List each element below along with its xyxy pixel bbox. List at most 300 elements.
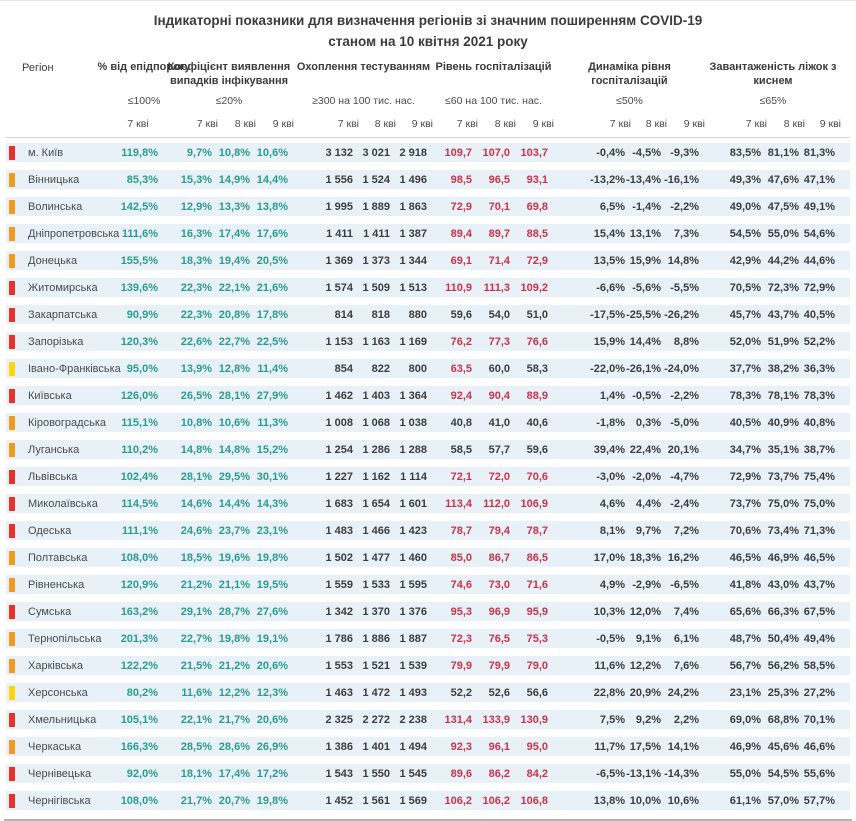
dynamics-value: 13,1% bbox=[629, 227, 661, 240]
testing-value: 1 524 bbox=[362, 173, 390, 186]
hospital-value: 90,4 bbox=[488, 389, 510, 402]
detection-value: 21,6% bbox=[256, 281, 288, 294]
date-header: 9 кві bbox=[272, 117, 294, 130]
hospital-value: 79,0 bbox=[526, 659, 548, 672]
group-name-dynamics: Динаміка рівня госпіталізацій bbox=[588, 61, 671, 87]
epid-value: 142,5% bbox=[120, 200, 158, 213]
beds-value: 52,0% bbox=[729, 335, 761, 348]
detection-value: 29,5% bbox=[218, 470, 250, 483]
dynamics-value: 14,1% bbox=[667, 740, 699, 753]
beds-value: 55,0% bbox=[729, 767, 761, 780]
beds-value: 37,7% bbox=[729, 362, 761, 375]
table-row bbox=[6, 683, 850, 702]
status-marker-orange bbox=[9, 632, 15, 646]
dynamics-value: -14,3% bbox=[664, 767, 699, 780]
beds-value: 43,7% bbox=[767, 308, 799, 321]
date-header: 8 кві bbox=[783, 117, 805, 130]
detection-value: 20,6% bbox=[256, 713, 288, 726]
testing-value: 1 496 bbox=[399, 173, 427, 186]
dynamics-value: 13,8% bbox=[593, 794, 625, 807]
testing-value: 1 411 bbox=[363, 227, 390, 240]
table-row bbox=[6, 440, 850, 459]
dynamics-value: -2,0% bbox=[632, 470, 661, 483]
beds-value: 46,9% bbox=[729, 740, 761, 753]
dynamics-value: 17,5% bbox=[629, 740, 661, 753]
hospital-value: 88,5 bbox=[526, 227, 548, 240]
dynamics-value: 15,9% bbox=[629, 254, 661, 267]
beds-value: 36,3% bbox=[803, 362, 835, 375]
hospital-value: 95,0 bbox=[526, 740, 548, 753]
epid-value: 163,2% bbox=[120, 605, 158, 618]
detection-value: 28,5% bbox=[180, 740, 212, 753]
testing-value: 1 460 bbox=[399, 551, 427, 564]
hospital-value: 89,6 bbox=[450, 767, 472, 780]
dynamics-value: -13,2% bbox=[590, 173, 625, 186]
testing-value: 1 889 bbox=[362, 200, 390, 213]
status-marker-orange bbox=[9, 740, 15, 754]
dynamics-value: 6,5% bbox=[599, 200, 625, 213]
dynamics-value: -0,4% bbox=[596, 146, 625, 159]
status-marker-red bbox=[9, 524, 15, 538]
hospital-value: 96,5 bbox=[488, 173, 510, 186]
column-group-hospitalization-level bbox=[433, 61, 554, 107]
hospital-value: 75,3 bbox=[526, 632, 548, 645]
detection-value: 12,9% bbox=[180, 200, 212, 213]
detection-value: 22,7% bbox=[218, 335, 250, 348]
status-marker-orange bbox=[9, 551, 15, 565]
hospital-value: 77,3 bbox=[488, 335, 510, 348]
hospital-value: 58,3 bbox=[526, 362, 548, 375]
beds-value: 46,5% bbox=[729, 551, 761, 564]
region-name: Рівненська bbox=[28, 578, 85, 591]
detection-value: 13,9% bbox=[180, 362, 212, 375]
detection-value: 22,6% bbox=[180, 335, 212, 348]
testing-value: 1 569 bbox=[399, 794, 427, 807]
hospital-value: 86,2 bbox=[488, 767, 510, 780]
status-marker-orange bbox=[9, 227, 15, 241]
dynamics-value: 11,6% bbox=[594, 659, 625, 672]
page-title-line1: Індикаторні показники для визначення регіонів зі значним поширенням COVID-19 bbox=[153, 13, 703, 28]
dynamics-value: -16,1% bbox=[664, 173, 699, 186]
dynamics-value: 15,4% bbox=[593, 227, 625, 240]
hospital-value: 72,0 bbox=[488, 470, 510, 483]
dynamics-value: -9,3% bbox=[670, 146, 699, 159]
testing-value: 1 387 bbox=[399, 227, 427, 240]
dynamics-value: -6,5% bbox=[670, 578, 699, 591]
dynamics-value: 9,2% bbox=[635, 713, 661, 726]
table-row bbox=[6, 764, 850, 783]
detection-value: 22,5% bbox=[256, 335, 288, 348]
region-name: Чернігівська bbox=[28, 794, 91, 807]
hospital-value: 113,4 bbox=[445, 497, 472, 510]
beds-value: 46,5% bbox=[803, 551, 835, 564]
region-name: Луганська bbox=[28, 443, 80, 456]
testing-value: 1 556 bbox=[325, 173, 353, 186]
hospital-value: 112,0 bbox=[483, 497, 510, 510]
beds-value: 44,6% bbox=[803, 254, 835, 267]
epid-value: 90,9% bbox=[126, 308, 158, 321]
status-marker-red bbox=[9, 146, 15, 160]
hospital-value: 54,0 bbox=[488, 308, 510, 321]
hospital-value: 106,9 bbox=[520, 497, 548, 510]
testing-value: 1 376 bbox=[399, 605, 427, 618]
table-row bbox=[6, 710, 850, 729]
column-group-detection-rate bbox=[164, 61, 294, 107]
dynamics-value: 6,1% bbox=[673, 632, 699, 645]
hospital-value: 109,7 bbox=[444, 146, 472, 159]
hospital-value: 106,2 bbox=[482, 794, 510, 807]
hospital-value: 57,7 bbox=[488, 443, 510, 456]
testing-value: 1 494 bbox=[399, 740, 427, 753]
epid-value: 120,3% bbox=[120, 335, 158, 348]
hospital-value: 79,9 bbox=[450, 659, 472, 672]
beds-value: 75,4% bbox=[803, 470, 835, 483]
dates-header-row bbox=[6, 116, 850, 131]
detection-value: 12,8% bbox=[218, 362, 250, 375]
detection-value: 28,1% bbox=[180, 470, 212, 483]
date-header: 8 кві bbox=[234, 117, 256, 130]
page-title bbox=[0, 1, 856, 52]
testing-value: 2 918 bbox=[399, 146, 427, 159]
group-limit-hospital: ≤60 на 100 тис. нас. bbox=[445, 95, 542, 107]
beds-value: 78,3% bbox=[803, 389, 835, 402]
date-header: 8 кві bbox=[374, 117, 396, 130]
detection-value: 14,4% bbox=[218, 497, 250, 510]
detection-value: 13,8% bbox=[256, 200, 288, 213]
testing-value: 1 462 bbox=[325, 389, 353, 402]
hospital-value: 72,3 bbox=[450, 632, 472, 645]
hospital-value: 88,9 bbox=[526, 389, 548, 402]
date-header: 7 кві bbox=[127, 117, 149, 130]
detection-value: 10,8% bbox=[218, 146, 250, 159]
dynamics-value: 8,1% bbox=[599, 524, 625, 537]
hospital-value: 71,6 bbox=[526, 578, 548, 591]
beds-value: 70,5% bbox=[729, 281, 761, 294]
dynamics-value: 4,6% bbox=[599, 497, 625, 510]
detection-value: 22,1% bbox=[218, 281, 250, 294]
dynamics-value: -5,5% bbox=[670, 281, 699, 294]
detection-value: 20,6% bbox=[256, 659, 288, 672]
detection-value: 19,1% bbox=[256, 632, 288, 645]
testing-value: 814 bbox=[334, 308, 353, 321]
testing-value: 1 423 bbox=[399, 524, 427, 537]
dynamics-value: 14,8% bbox=[667, 254, 699, 267]
testing-value: 1 163 bbox=[362, 335, 390, 348]
table-header bbox=[0, 61, 856, 107]
dynamics-value: 16,2% bbox=[667, 551, 699, 564]
column-group-testing-coverage bbox=[294, 61, 433, 107]
hospital-value: 130,9 bbox=[520, 713, 548, 726]
testing-value: 1 452 bbox=[325, 794, 353, 807]
status-marker-orange bbox=[9, 200, 15, 214]
detection-value: 16,3% bbox=[180, 227, 212, 240]
table-row bbox=[6, 170, 850, 189]
dynamics-value: 12,2% bbox=[629, 659, 661, 672]
beds-value: 27,2% bbox=[803, 686, 835, 699]
table-row bbox=[6, 386, 850, 405]
hospital-value: 131,4 bbox=[444, 713, 472, 726]
detection-value: 24,6% bbox=[180, 524, 212, 537]
dynamics-value: -3,0% bbox=[596, 470, 625, 483]
status-marker-orange bbox=[9, 659, 15, 673]
detection-value: 28,7% bbox=[218, 605, 250, 618]
testing-value: 1 342 bbox=[325, 605, 353, 618]
dynamics-value: -0,5% bbox=[632, 389, 661, 402]
testing-value: 1 254 bbox=[325, 443, 353, 456]
detection-value: 10,6% bbox=[256, 146, 288, 159]
epid-value: 201,3% bbox=[120, 632, 158, 645]
dynamics-value: 39,4% bbox=[593, 443, 625, 456]
beds-value: 50,4% bbox=[767, 632, 799, 645]
beds-value: 47,6% bbox=[767, 173, 799, 186]
beds-value: 46,6% bbox=[803, 740, 835, 753]
testing-value: 1 364 bbox=[399, 389, 427, 402]
beds-value: 69,0% bbox=[729, 713, 761, 726]
hospital-value: 76,2 bbox=[450, 335, 472, 348]
dynamics-value: -25,5% bbox=[626, 308, 661, 321]
testing-value: 854 bbox=[334, 362, 353, 375]
date-header: 7 кві bbox=[609, 117, 631, 130]
detection-value: 19,8% bbox=[256, 794, 288, 807]
date-header: 7 кві bbox=[196, 117, 218, 130]
detection-value: 20,5% bbox=[256, 254, 288, 267]
table-row bbox=[6, 521, 850, 540]
hospital-value: 84,2 bbox=[526, 767, 548, 780]
testing-value: 1 509 bbox=[362, 281, 390, 294]
hospital-value: 89,7 bbox=[488, 227, 510, 240]
group-limit-epid: ≤100% bbox=[127, 95, 161, 107]
testing-value: 1 545 bbox=[399, 767, 427, 780]
beds-value: 73,7% bbox=[767, 470, 799, 483]
detection-value: 11,6% bbox=[181, 686, 212, 699]
testing-value: 1 683 bbox=[325, 497, 353, 510]
region-name: Полтавська bbox=[28, 551, 88, 564]
hospital-value: 111,3 bbox=[483, 281, 510, 294]
detection-value: 21,2% bbox=[218, 659, 250, 672]
region-name: Кіровоградська bbox=[28, 416, 106, 429]
region-name: Тернопільська bbox=[28, 632, 102, 645]
testing-value: 1 553 bbox=[325, 659, 353, 672]
beds-value: 47,1% bbox=[803, 173, 835, 186]
dynamics-value: 7,3% bbox=[673, 227, 699, 240]
hospital-value: 103,7 bbox=[520, 146, 548, 159]
testing-value: 1 477 bbox=[362, 551, 390, 564]
status-marker-yellow bbox=[9, 362, 15, 376]
testing-value: 1 513 bbox=[399, 281, 427, 294]
testing-value: 1 169 bbox=[399, 335, 427, 348]
table-row bbox=[6, 413, 850, 432]
beds-value: 61,1% bbox=[729, 794, 761, 807]
dynamics-value: -26,2% bbox=[664, 308, 699, 321]
group-name-detection: Коефіцієнт виявлення випадків інфікування bbox=[167, 61, 291, 87]
beds-value: 44,2% bbox=[767, 254, 799, 267]
beds-value: 70,1% bbox=[803, 713, 835, 726]
testing-value: 1 533 bbox=[362, 578, 390, 591]
table-row bbox=[6, 548, 850, 567]
epid-value: 122,2% bbox=[120, 659, 158, 672]
epid-value: 105,1% bbox=[120, 713, 158, 726]
detection-value: 9,7% bbox=[186, 146, 212, 159]
region-name: Харківська bbox=[28, 659, 83, 672]
dynamics-value: 13,5% bbox=[593, 254, 625, 267]
detection-value: 18,5% bbox=[180, 551, 212, 564]
detection-value: 10,6% bbox=[218, 416, 250, 429]
testing-value: 800 bbox=[408, 362, 427, 375]
hospital-value: 133,9 bbox=[482, 713, 510, 726]
detection-value: 21,7% bbox=[180, 794, 212, 807]
status-marker-red bbox=[9, 497, 15, 511]
hospital-value: 95,3 bbox=[450, 605, 472, 618]
dynamics-value: 7,5% bbox=[599, 713, 625, 726]
detection-value: 28,6% bbox=[218, 740, 250, 753]
testing-value: 1 483 bbox=[325, 524, 353, 537]
page-title-line2: станом на 10 квітня 2021 року bbox=[328, 34, 528, 49]
hospital-value: 93,1 bbox=[526, 173, 548, 186]
beds-value: 49,4% bbox=[803, 632, 835, 645]
status-marker-red bbox=[9, 281, 15, 295]
table-row bbox=[6, 629, 850, 648]
beds-value: 75,0% bbox=[767, 497, 799, 510]
dynamics-value: 7,6% bbox=[673, 659, 699, 672]
testing-value: 1 886 bbox=[362, 632, 390, 645]
dynamics-value: -2,2% bbox=[670, 389, 699, 402]
region-name: Івано-Франківська bbox=[28, 362, 121, 375]
date-header: 9 кві bbox=[532, 117, 554, 130]
beds-value: 58,5% bbox=[803, 659, 835, 672]
dynamics-value: 24,2% bbox=[667, 686, 699, 699]
beds-value: 78,3% bbox=[729, 389, 761, 402]
testing-value: 1 574 bbox=[325, 281, 353, 294]
region-name: Київська bbox=[28, 389, 72, 402]
beds-value: 54,5% bbox=[767, 767, 799, 780]
beds-value: 67,5% bbox=[803, 605, 835, 618]
testing-value: 1 863 bbox=[399, 200, 427, 213]
beds-value: 83,5% bbox=[729, 146, 761, 159]
status-marker-orange bbox=[9, 443, 15, 457]
region-name: Чернівецька bbox=[28, 767, 92, 780]
beds-value: 41,8% bbox=[729, 578, 761, 591]
dynamics-value: 14,4% bbox=[629, 335, 661, 348]
column-header-region: Регіон bbox=[22, 62, 54, 74]
detection-value: 21,1% bbox=[218, 578, 250, 591]
status-marker-red bbox=[9, 389, 15, 403]
table-row bbox=[6, 278, 850, 297]
epid-value: 80,2% bbox=[126, 686, 158, 699]
dynamics-value: -2,9% bbox=[632, 578, 661, 591]
dynamics-value: -17,5% bbox=[590, 308, 625, 321]
detection-value: 12,3% bbox=[256, 686, 288, 699]
status-marker-orange bbox=[9, 578, 15, 592]
table-row bbox=[6, 467, 850, 486]
epid-value: 108,0% bbox=[120, 794, 158, 807]
epid-value: 126,0% bbox=[120, 389, 158, 402]
detection-value: 12,2% bbox=[218, 686, 250, 699]
hospital-value: 41,0 bbox=[488, 416, 510, 429]
beds-value: 66,3% bbox=[767, 605, 799, 618]
beds-value: 25,3% bbox=[767, 686, 799, 699]
table-row bbox=[6, 224, 850, 243]
epid-value: 114,5% bbox=[121, 497, 158, 510]
testing-value: 1 654 bbox=[362, 497, 390, 510]
dynamics-value: 8,8% bbox=[673, 335, 699, 348]
beds-value: 71,3% bbox=[803, 524, 835, 537]
beds-value: 43,7% bbox=[803, 578, 835, 591]
epid-value: 155,5% bbox=[120, 254, 158, 267]
detection-value: 17,8% bbox=[256, 308, 288, 321]
beds-value: 70,6% bbox=[729, 524, 761, 537]
testing-value: 1 153 bbox=[325, 335, 353, 348]
table-row bbox=[6, 602, 850, 621]
region-name: Черкаська bbox=[28, 740, 82, 753]
dynamics-value: -1,4% bbox=[632, 200, 661, 213]
dynamics-value: 17,0% bbox=[593, 551, 625, 564]
dynamics-value: 7,2% bbox=[673, 524, 699, 537]
detection-value: 14,4% bbox=[256, 173, 288, 186]
date-header: 7 кві bbox=[337, 117, 359, 130]
status-marker-red bbox=[9, 308, 15, 322]
beds-value: 38,2% bbox=[767, 362, 799, 375]
detection-value: 18,1% bbox=[180, 767, 212, 780]
dynamics-value: -4,7% bbox=[670, 470, 699, 483]
region-name: Донецька bbox=[28, 254, 78, 267]
detection-value: 14,6% bbox=[180, 497, 212, 510]
beds-value: 40,8% bbox=[803, 416, 835, 429]
detection-value: 30,1% bbox=[256, 470, 288, 483]
hospital-value: 70,1 bbox=[488, 200, 510, 213]
region-name: Волинська bbox=[28, 200, 83, 213]
region-name: Закарпатська bbox=[28, 308, 98, 321]
hospital-value: 78,7 bbox=[526, 524, 548, 537]
beds-value: 43,0% bbox=[767, 578, 799, 591]
dynamics-value: 2,2% bbox=[673, 713, 699, 726]
dynamics-value: 4,4% bbox=[635, 497, 661, 510]
dynamics-value: -2,4% bbox=[670, 497, 699, 510]
table-row bbox=[6, 494, 850, 513]
testing-value: 3 132 bbox=[325, 146, 353, 159]
hospital-value: 110,9 bbox=[445, 281, 472, 294]
hospital-value: 76,5 bbox=[488, 632, 510, 645]
testing-value: 1 386 bbox=[325, 740, 353, 753]
region-name: Запорізька bbox=[28, 335, 84, 348]
testing-value: 1 595 bbox=[399, 578, 427, 591]
dynamics-value: -6,6% bbox=[596, 281, 625, 294]
beds-value: 47,5% bbox=[767, 200, 799, 213]
testing-value: 1 561 bbox=[362, 794, 390, 807]
date-header: 7 кві bbox=[456, 117, 478, 130]
beds-value: 48,7% bbox=[729, 632, 761, 645]
dynamics-value: 18,3% bbox=[629, 551, 661, 564]
beds-value: 75,0% bbox=[803, 497, 835, 510]
detection-value: 27,9% bbox=[256, 389, 288, 402]
testing-value: 2 325 bbox=[325, 713, 353, 726]
hospital-value: 95,9 bbox=[526, 605, 548, 618]
testing-value: 1 162 bbox=[362, 470, 390, 483]
hospital-value: 107,0 bbox=[482, 146, 510, 159]
epid-value: 85,3% bbox=[126, 173, 158, 186]
detection-value: 23,7% bbox=[218, 524, 250, 537]
dynamics-value: -4,5% bbox=[632, 146, 661, 159]
region-name: Одеська bbox=[28, 524, 72, 537]
detection-value: 22,1% bbox=[180, 713, 212, 726]
testing-value: 1 344 bbox=[399, 254, 427, 267]
group-name-hospital: Рівень госпіталізацій bbox=[435, 61, 552, 73]
dynamics-value: 15,9% bbox=[593, 335, 625, 348]
hospital-value: 109,2 bbox=[520, 281, 548, 294]
hospital-value: 72,9 bbox=[450, 200, 472, 213]
detection-value: 19,6% bbox=[218, 551, 250, 564]
detection-value: 19,8% bbox=[256, 551, 288, 564]
beds-value: 42,9% bbox=[729, 254, 761, 267]
